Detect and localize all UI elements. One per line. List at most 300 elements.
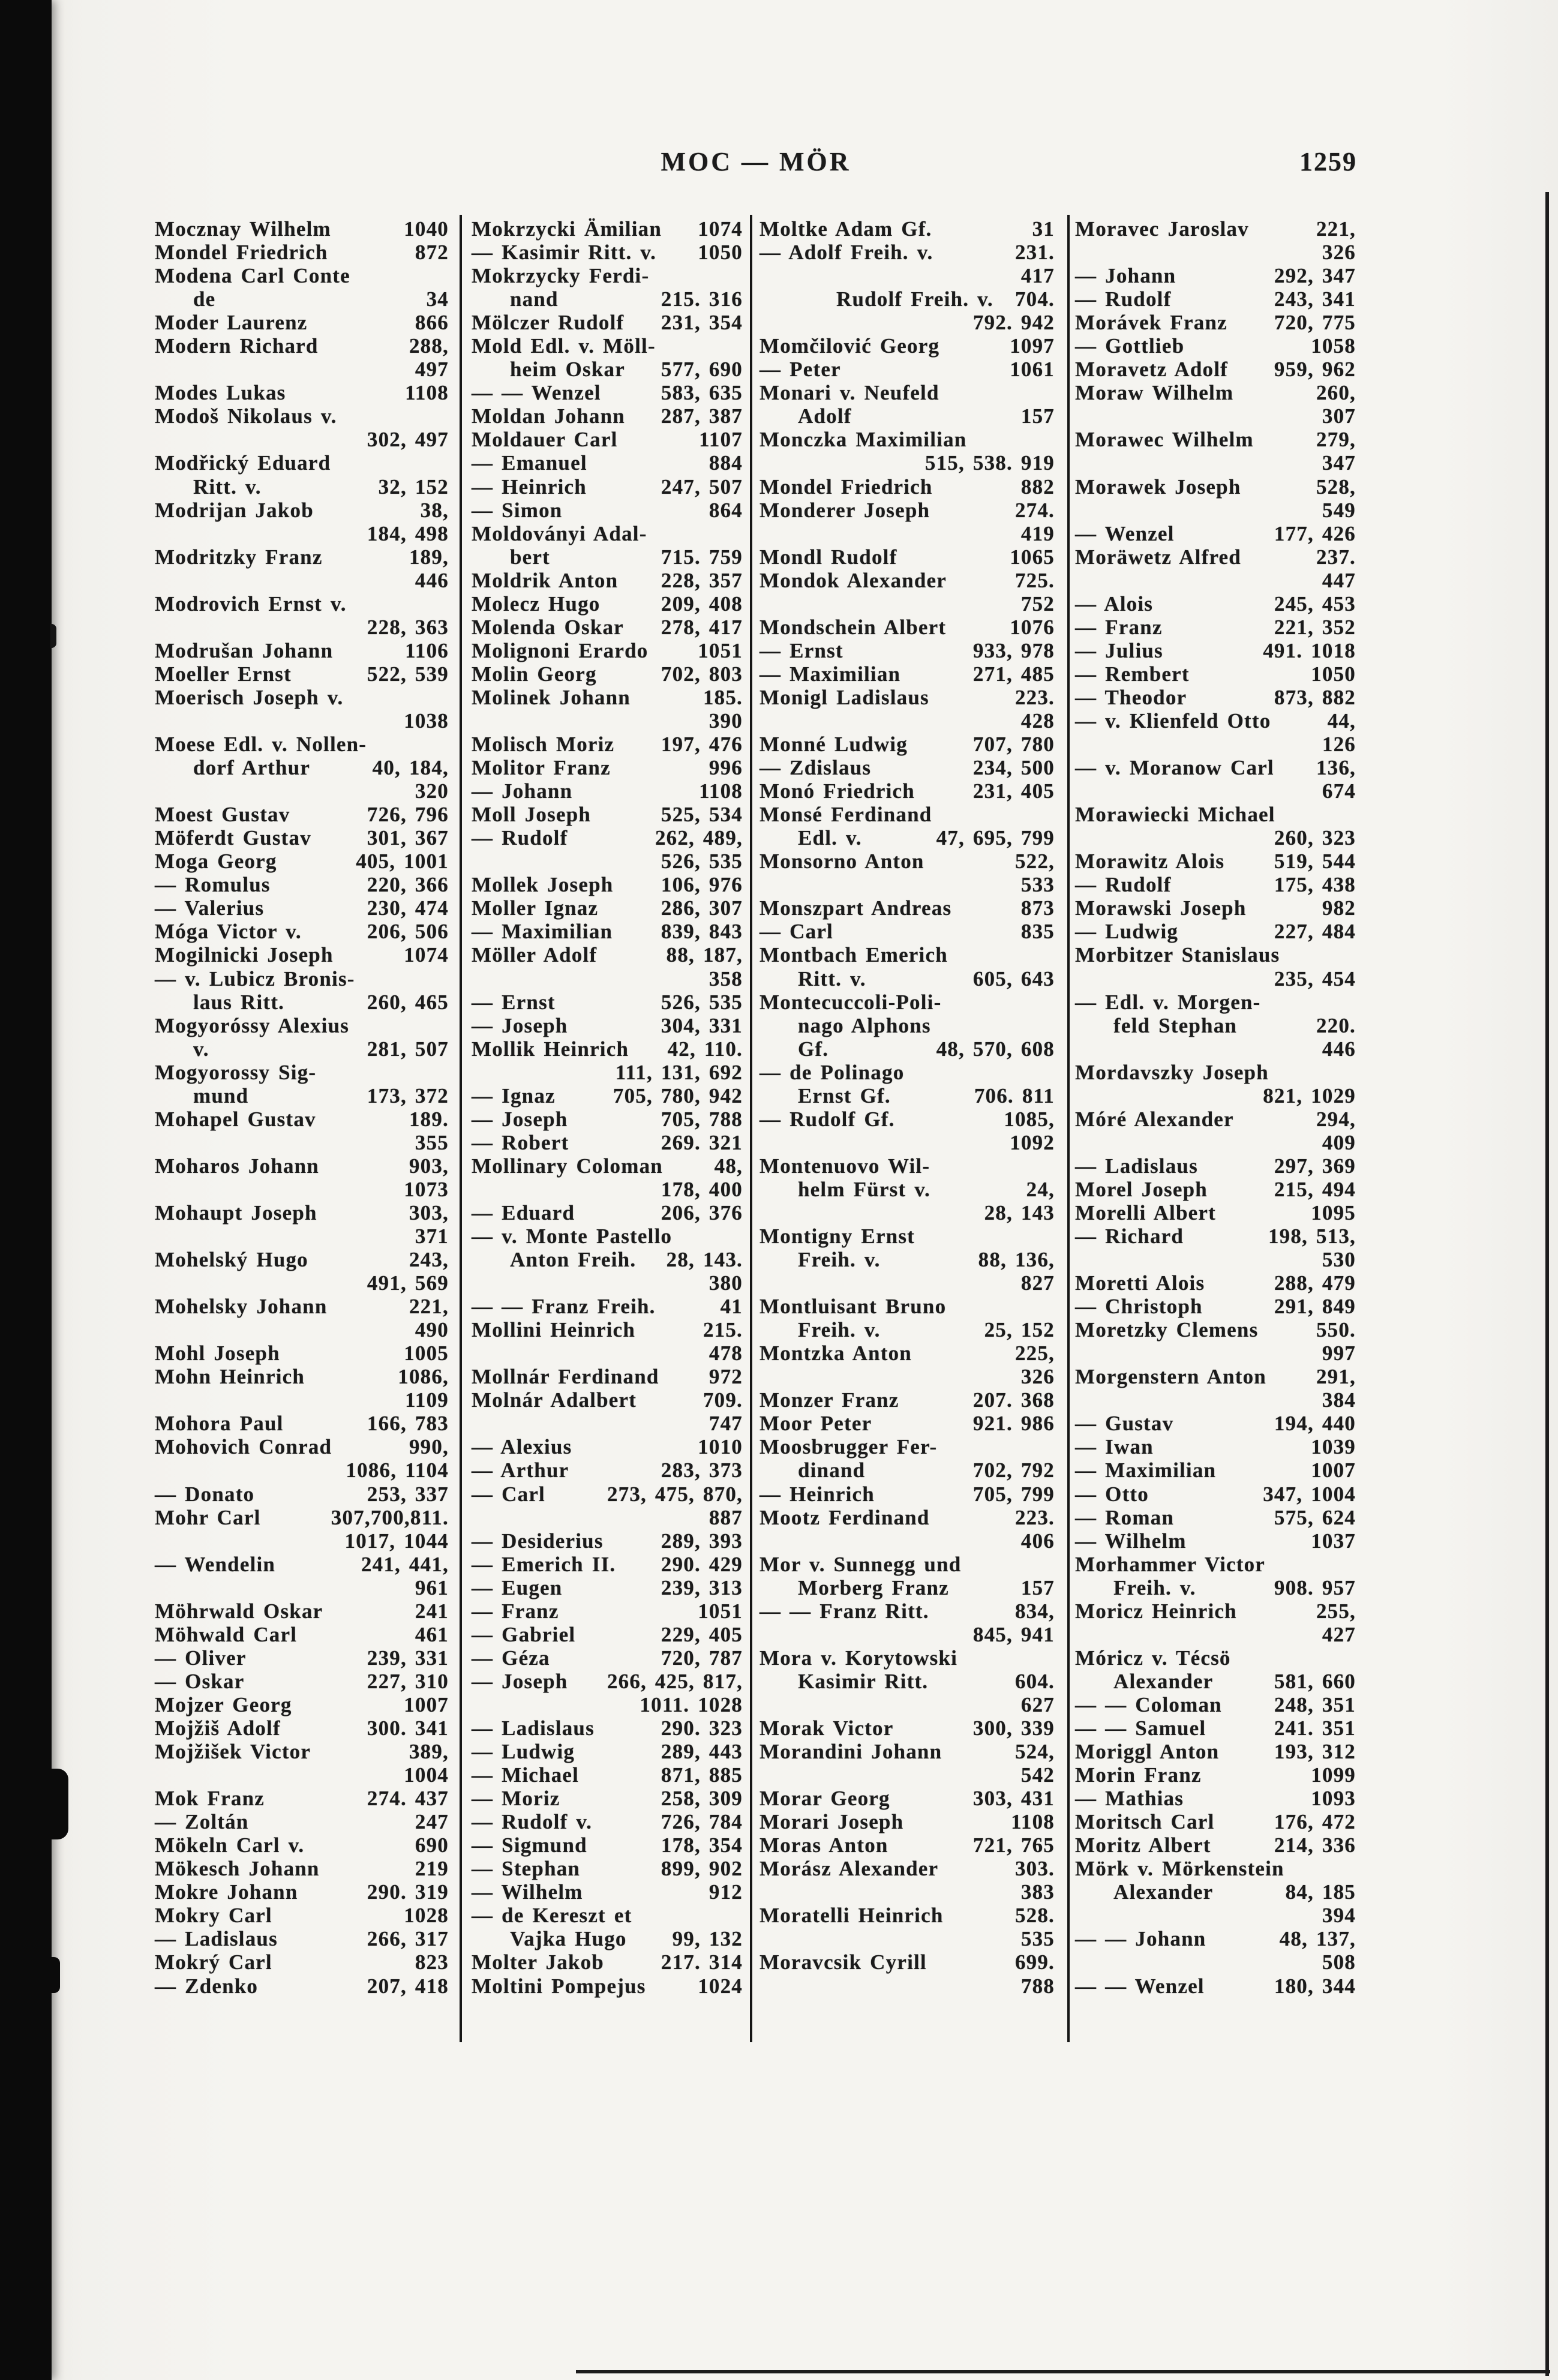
entry-pages: 234, 500	[972, 756, 1055, 780]
index-entry-line	[155, 1857, 449, 1880]
index-entry-line	[1075, 967, 1356, 991]
entry-name: — — Johann	[1075, 1927, 1206, 1951]
entry-pages: 491, 569	[367, 1271, 449, 1295]
index-entry-line	[1075, 1388, 1356, 1412]
entry-pages: 258, 309	[661, 1787, 743, 1811]
scan-artifact	[50, 1769, 68, 1839]
index-entry-line	[760, 1014, 1055, 1037]
entry-name: Modrijan Jakob	[155, 498, 314, 522]
entry-name: — Gustav	[1075, 1412, 1174, 1436]
index-entry-line	[472, 311, 743, 334]
index-entry-line	[155, 943, 449, 967]
entry-name: Moretti Alois	[1075, 1271, 1205, 1295]
index-entry-line	[760, 920, 1055, 943]
index-entry-line	[155, 1904, 449, 1927]
entry-name: Móga Victor v.	[155, 920, 302, 944]
entry-name: Mold Edl. v. Möll-	[472, 334, 656, 358]
entry-name: — Ignaz	[472, 1084, 556, 1108]
index-entry-line	[760, 241, 1055, 264]
index-entry-line	[472, 1084, 743, 1108]
index-entry-line	[155, 826, 449, 850]
entry-name: Mocznay Wilhelm	[155, 217, 331, 241]
index-entry-line	[472, 1833, 743, 1857]
index-entry-line	[760, 569, 1055, 592]
entry-name: — Johann	[1075, 264, 1176, 288]
entry-pages: 526, 535	[661, 850, 743, 874]
index-entry-line	[760, 1295, 1055, 1318]
index-entry-line	[472, 1646, 743, 1670]
entry-pages: 25, 152	[984, 1318, 1055, 1342]
entry-name: Molin Georg	[472, 662, 597, 686]
entry-pages: 289, 393	[661, 1529, 743, 1553]
index-entry-line	[760, 1458, 1055, 1482]
index-entry-line	[155, 803, 449, 826]
entry-name: Mondok Alexander	[760, 568, 947, 592]
entry-name: — Christoph	[1075, 1295, 1203, 1319]
index-entry-line	[1075, 709, 1356, 733]
index-entry-line	[760, 896, 1055, 920]
index-entry-line	[472, 545, 743, 569]
index-entry-line	[1075, 1927, 1356, 1950]
entry-pages: 490	[415, 1318, 449, 1342]
entry-name: — Franz	[1075, 615, 1163, 639]
index-entry-line	[155, 896, 449, 920]
entry-name: — Maximilian	[472, 920, 613, 944]
entry-name: — Ludwig	[1075, 920, 1179, 944]
entry-pages: 581, 660	[1274, 1669, 1356, 1693]
index-entry-line	[472, 1318, 743, 1341]
entry-pages: 288,	[409, 334, 449, 358]
index-entry-line	[472, 1880, 743, 1904]
entry-pages: 228, 363	[367, 615, 449, 639]
entry-name: Ritt. v.	[193, 475, 262, 499]
entry-name: — Franz	[472, 1599, 559, 1623]
entry-pages: 524,	[1014, 1740, 1055, 1764]
index-entry-line	[155, 616, 449, 639]
index-entry-line	[155, 404, 449, 428]
index-entry-line	[472, 428, 743, 451]
entry-name: Mok Franz	[155, 1787, 265, 1811]
entry-name: — Rembert	[1075, 662, 1190, 686]
index-entry-line	[760, 451, 1055, 475]
entry-pages: 307,700,811.	[331, 1505, 449, 1529]
index-entry-line	[155, 1412, 449, 1435]
index-entry-line	[1075, 592, 1356, 616]
entry-pages: 1038	[404, 709, 449, 733]
entry-name: Mokrý Carl	[155, 1950, 272, 1974]
index-entry-line	[472, 967, 743, 991]
entry-name: de	[193, 287, 216, 311]
index-entry-line	[760, 1787, 1055, 1810]
entry-pages: 1065	[1010, 545, 1055, 569]
index-entry-line	[760, 1553, 1055, 1576]
entry-name: Modritzky Franz	[155, 545, 323, 569]
index-entry-line	[155, 1318, 449, 1341]
entry-pages: 528,	[1316, 475, 1356, 499]
entry-pages: 88, 187,	[666, 943, 743, 967]
entry-name: — Arthur	[472, 1458, 569, 1482]
index-entry-line	[760, 1623, 1055, 1646]
index-column	[760, 217, 1055, 1998]
index-entry-line	[472, 1576, 743, 1599]
entry-pages: 111, 131, 692	[615, 1060, 743, 1084]
entry-name: — Oliver	[155, 1646, 247, 1670]
entry-name: — Alois	[1075, 592, 1154, 616]
entry-pages: 604.	[1014, 1669, 1055, 1693]
index-entry-line	[760, 943, 1055, 967]
entry-name: — Eduard	[472, 1200, 575, 1224]
index-entry-line	[472, 1435, 743, 1458]
index-entry-line	[155, 1833, 449, 1857]
index-entry-line	[760, 967, 1055, 991]
index-entry-line	[155, 522, 449, 545]
entry-pages: 289, 443	[661, 1740, 743, 1764]
index-entry-line	[1075, 1763, 1356, 1787]
entry-pages: 235, 454	[1274, 967, 1356, 991]
entry-name: Alexander	[1113, 1880, 1214, 1904]
entry-name: Mohelsky Johann	[155, 1295, 328, 1319]
entry-name: Freih. v.	[1113, 1575, 1196, 1599]
entry-name: Moldrik Anton	[472, 568, 619, 592]
entry-pages: 230, 474	[367, 896, 449, 920]
entry-name: Möhrwald Oskar	[155, 1599, 323, 1623]
entry-name: — Wilhelm	[472, 1880, 583, 1904]
entry-pages: 239, 331	[367, 1646, 449, 1670]
entry-name: Moraw Wilhelm	[1075, 381, 1234, 405]
entry-name: Moras Anton	[760, 1833, 888, 1857]
entry-name: Monzer Franz	[760, 1388, 899, 1412]
index-entry-line	[760, 779, 1055, 803]
entry-pages: 173, 372	[367, 1084, 449, 1108]
index-entry-line	[155, 1458, 449, 1482]
index-entry-line	[1075, 1904, 1356, 1927]
index-entry-line	[760, 850, 1055, 873]
index-entry-line	[1075, 1154, 1356, 1178]
index-entry-line	[472, 358, 743, 381]
entry-name: — Emerich II.	[472, 1552, 616, 1576]
entry-pages: 291, 849	[1274, 1295, 1356, 1319]
index-entry-line	[472, 1553, 743, 1576]
index-entry-line	[760, 311, 1055, 334]
index-entry-line	[155, 499, 449, 522]
index-entry-line	[155, 1131, 449, 1154]
entry-name: — Rudolf	[1075, 873, 1172, 897]
entry-pages: 286, 307	[661, 896, 743, 920]
entry-pages: 1028	[404, 1904, 449, 1928]
entry-name: — Oskar	[155, 1669, 245, 1693]
entry-pages: 972	[709, 1365, 743, 1389]
entry-pages: 726, 796	[367, 803, 449, 827]
entry-pages: 709.	[703, 1388, 743, 1412]
entry-pages: 447	[1322, 568, 1356, 592]
entry-pages: 291,	[1316, 1365, 1356, 1389]
entry-pages: 198, 513,	[1268, 1224, 1356, 1248]
entry-pages: 1106	[405, 638, 449, 662]
index-entry-line	[472, 241, 743, 264]
index-entry-line	[155, 1950, 449, 1974]
entry-name: — Heinrich	[760, 1482, 875, 1506]
entry-pages: 279,	[1316, 428, 1356, 452]
entry-name: Mohaupt Joseph	[155, 1200, 317, 1224]
entry-name: Morin Franz	[1075, 1763, 1202, 1787]
entry-name: Moosbrugger Fer-	[760, 1435, 938, 1459]
entry-pages: 1061	[1010, 358, 1055, 382]
entry-name: Molisch Moriz	[472, 733, 615, 757]
entry-pages: 32, 152	[378, 475, 449, 499]
index-entry-line	[472, 1763, 743, 1787]
entry-name: — Wenzel	[1075, 521, 1175, 545]
index-entry-line	[1075, 522, 1356, 545]
entry-name: — Rudolf v.	[472, 1810, 593, 1834]
entry-name: Moharos Johann	[155, 1154, 319, 1178]
entry-pages: 1095	[1311, 1200, 1356, 1224]
entry-pages: 185.	[703, 685, 743, 709]
entry-pages: 231.	[1014, 241, 1055, 265]
entry-pages: 827	[1020, 1271, 1055, 1295]
index-entry-line	[1075, 1740, 1356, 1763]
entry-name: — Carl	[760, 920, 833, 944]
index-entry-line	[472, 920, 743, 943]
entry-pages: 990,	[409, 1435, 449, 1459]
entry-name: — Ladislaus	[472, 1716, 595, 1740]
entry-pages: 835	[1020, 920, 1055, 944]
entry-pages: 1074	[404, 943, 449, 967]
entry-name: Möferdt Gustav	[155, 826, 311, 850]
entry-pages: 255,	[1316, 1599, 1356, 1623]
index-entry-line	[1075, 569, 1356, 592]
index-entry-line	[1075, 873, 1356, 896]
entry-pages: 231, 354	[661, 311, 743, 335]
index-entry-line	[1075, 545, 1356, 569]
index-entry-line	[1075, 1458, 1356, 1482]
index-entry-line	[760, 1646, 1055, 1670]
entry-name: Mohapel Gustav	[155, 1107, 316, 1131]
entry-pages: 384	[1322, 1388, 1356, 1412]
entry-pages: 262, 489,	[655, 826, 743, 850]
index-entry-line	[155, 381, 449, 404]
index-entry-line	[472, 1506, 743, 1529]
index-entry-line	[1075, 1061, 1356, 1084]
index-entry-line	[155, 1763, 449, 1787]
entry-name: Moeller Ernst	[155, 662, 292, 686]
index-entry-line	[1075, 1810, 1356, 1833]
entry-pages: 706. 811	[974, 1084, 1055, 1108]
entry-name: — Edl. v. Morgen-	[1075, 990, 1261, 1014]
index-entry-line	[472, 287, 743, 311]
index-entry-line	[472, 1061, 743, 1084]
index-entry-line	[760, 1693, 1055, 1716]
entry-name: mund	[193, 1084, 249, 1108]
index-entry-line	[1075, 1857, 1356, 1880]
entry-name: Mojžišek Victor	[155, 1740, 311, 1764]
index-entry-line	[472, 733, 743, 756]
entry-name: Montigny Ernst	[760, 1224, 915, 1248]
entry-name: — Maximilian	[760, 662, 901, 686]
entry-pages: 522, 539	[367, 662, 449, 686]
entry-name: — Valerius	[155, 896, 265, 920]
index-entry-line	[1075, 1295, 1356, 1318]
entry-name: Modoš Nikolaus v.	[155, 404, 337, 428]
entry-name: Mogilnicki Joseph	[155, 943, 334, 967]
index-entry-line	[155, 873, 449, 896]
entry-pages: 823	[415, 1950, 449, 1974]
index-entry-line	[155, 311, 449, 334]
index-column	[472, 217, 743, 1998]
entry-pages: 220.	[1316, 1013, 1356, 1037]
entry-pages: 497	[415, 358, 449, 382]
index-entry-line	[155, 569, 449, 592]
entry-name: — — Franz Freih.	[472, 1295, 656, 1319]
index-entry-line	[760, 1857, 1055, 1880]
index-entry-line	[760, 1670, 1055, 1693]
index-entry-line	[1075, 1646, 1356, 1670]
index-entry-line	[760, 1248, 1055, 1271]
index-entry-line	[472, 1295, 743, 1318]
entry-pages: 575, 624	[1274, 1505, 1356, 1529]
index-entry-line	[760, 1576, 1055, 1599]
entry-pages: 215. 316	[661, 287, 743, 311]
index-entry-line	[155, 241, 449, 264]
entry-pages: 178, 354	[661, 1833, 743, 1857]
entry-pages: 383	[1020, 1880, 1055, 1904]
entry-pages: 605, 643	[972, 967, 1055, 991]
index-entry-line	[1075, 1341, 1356, 1365]
entry-name: Edl. v.	[798, 826, 862, 850]
entry-name: Ernst Gf.	[798, 1084, 891, 1108]
index-entry-line	[472, 499, 743, 522]
index-entry-line	[1075, 217, 1356, 241]
entry-name: — — Coloman	[1075, 1692, 1222, 1716]
entry-pages: 903,	[409, 1154, 449, 1178]
entry-pages: 166, 783	[367, 1412, 449, 1436]
index-entry-line	[760, 733, 1055, 756]
index-entry-line	[1075, 756, 1356, 779]
index-entry-line	[472, 1201, 743, 1224]
entry-pages: 273, 475, 870,	[607, 1482, 743, 1506]
entry-name: Kasimir Ritt.	[798, 1669, 929, 1693]
index-entry-line	[472, 1810, 743, 1833]
index-entry-line	[1075, 826, 1356, 850]
entry-pages: 1039	[1311, 1435, 1356, 1459]
entry-pages: 533	[1020, 873, 1055, 897]
index-entry-line	[155, 1365, 449, 1388]
entry-pages: 1017, 1044	[344, 1529, 449, 1553]
page-edge-bottom	[576, 2370, 1550, 2373]
entry-name: Möller Adolf	[472, 943, 598, 967]
entry-name: Mojžiš Adolf	[155, 1716, 281, 1740]
index-entry-line	[1075, 1716, 1356, 1740]
entry-name: Montzka Anton	[760, 1341, 912, 1365]
entry-name: Mokre Johann	[155, 1880, 298, 1904]
index-entry-line	[155, 1014, 449, 1037]
entry-pages: 300. 341	[367, 1716, 449, 1740]
entry-name: — Otto	[1075, 1482, 1149, 1506]
index-entry-line	[760, 1037, 1055, 1061]
index-entry-line	[1075, 1318, 1356, 1341]
index-entry-line	[472, 826, 743, 850]
index-entry-line	[472, 896, 743, 920]
index-entry-line	[155, 991, 449, 1014]
entry-pages: 31	[1032, 217, 1055, 241]
entry-name: — Gottlieb	[1075, 334, 1185, 358]
entry-name: Freih. v.	[798, 1318, 881, 1342]
entry-pages: 189,	[409, 545, 449, 569]
entry-name: Moldan Johann	[472, 404, 625, 428]
index-entry-line	[1075, 1271, 1356, 1295]
entry-name: — Eugen	[472, 1575, 563, 1599]
entry-pages: 290. 319	[367, 1880, 449, 1904]
index-entry-line	[1075, 381, 1356, 404]
entry-pages: 873, 882	[1274, 685, 1356, 709]
entry-pages: 1050	[1311, 662, 1356, 686]
entry-pages: 933, 978	[972, 638, 1055, 662]
index-entry-line	[155, 1248, 449, 1271]
index-entry-line	[155, 1974, 449, 1998]
index-entry-line	[472, 1529, 743, 1553]
entry-name: dorf Arthur	[193, 756, 311, 780]
entry-pages: 871, 885	[661, 1763, 743, 1787]
index-entry-line	[1075, 1108, 1356, 1131]
index-entry-line	[760, 873, 1055, 896]
entry-pages: 997	[1322, 1341, 1356, 1365]
entry-pages: 1024	[698, 1974, 743, 1998]
index-entry-line	[760, 616, 1055, 639]
running-head	[155, 146, 1357, 188]
index-entry-line	[1075, 1037, 1356, 1061]
index-entry-line	[155, 451, 449, 475]
entry-pages: 409	[1322, 1130, 1356, 1154]
index-entry-line	[760, 1974, 1055, 1998]
entry-pages: 1099	[1311, 1763, 1356, 1787]
entry-name: laus Ritt.	[193, 990, 285, 1014]
entry-name: — Zoltán	[155, 1810, 249, 1834]
index-entry-line	[155, 639, 449, 662]
entry-name: — Sigmund	[472, 1833, 587, 1857]
index-entry-line	[472, 873, 743, 896]
entry-pages: 720, 775	[1274, 311, 1356, 335]
entry-pages: 180, 344	[1274, 1974, 1356, 1998]
index-entry-line	[155, 592, 449, 616]
page-number: 1259	[1299, 147, 1357, 176]
entry-pages: 959, 962	[1274, 358, 1356, 382]
entry-pages: 380	[709, 1271, 743, 1295]
entry-pages: 461	[415, 1622, 449, 1646]
entry-name: Montbach Emerich	[760, 943, 948, 967]
column-divider	[1067, 215, 1070, 2042]
index-entry-line	[1075, 1014, 1356, 1037]
index-entry-line	[472, 1178, 743, 1201]
entry-pages: 221,	[1316, 217, 1356, 241]
entry-pages: 535	[1020, 1927, 1055, 1951]
entry-pages: 908. 957	[1274, 1575, 1356, 1599]
index-entry-line	[155, 1623, 449, 1646]
index-entry-line	[472, 1716, 743, 1740]
entry-pages: 419	[1020, 521, 1055, 545]
entry-pages: 347	[1322, 451, 1356, 475]
index-entry-line	[1075, 733, 1356, 756]
entry-pages: 1108	[699, 779, 743, 803]
entry-pages: 526, 535	[661, 990, 743, 1014]
entry-name: — — Wenzel	[1075, 1974, 1205, 1998]
entry-pages: 417	[1020, 264, 1055, 288]
entry-name: — — Samuel	[1075, 1716, 1206, 1740]
index-entry-line	[1075, 1412, 1356, 1435]
entry-name: — Ernst	[472, 990, 556, 1014]
entry-pages: 1010	[698, 1435, 743, 1459]
entry-pages: 297, 369	[1274, 1154, 1356, 1178]
index-entry-line	[155, 1341, 449, 1365]
entry-name: — Ladislaus	[1075, 1154, 1198, 1178]
